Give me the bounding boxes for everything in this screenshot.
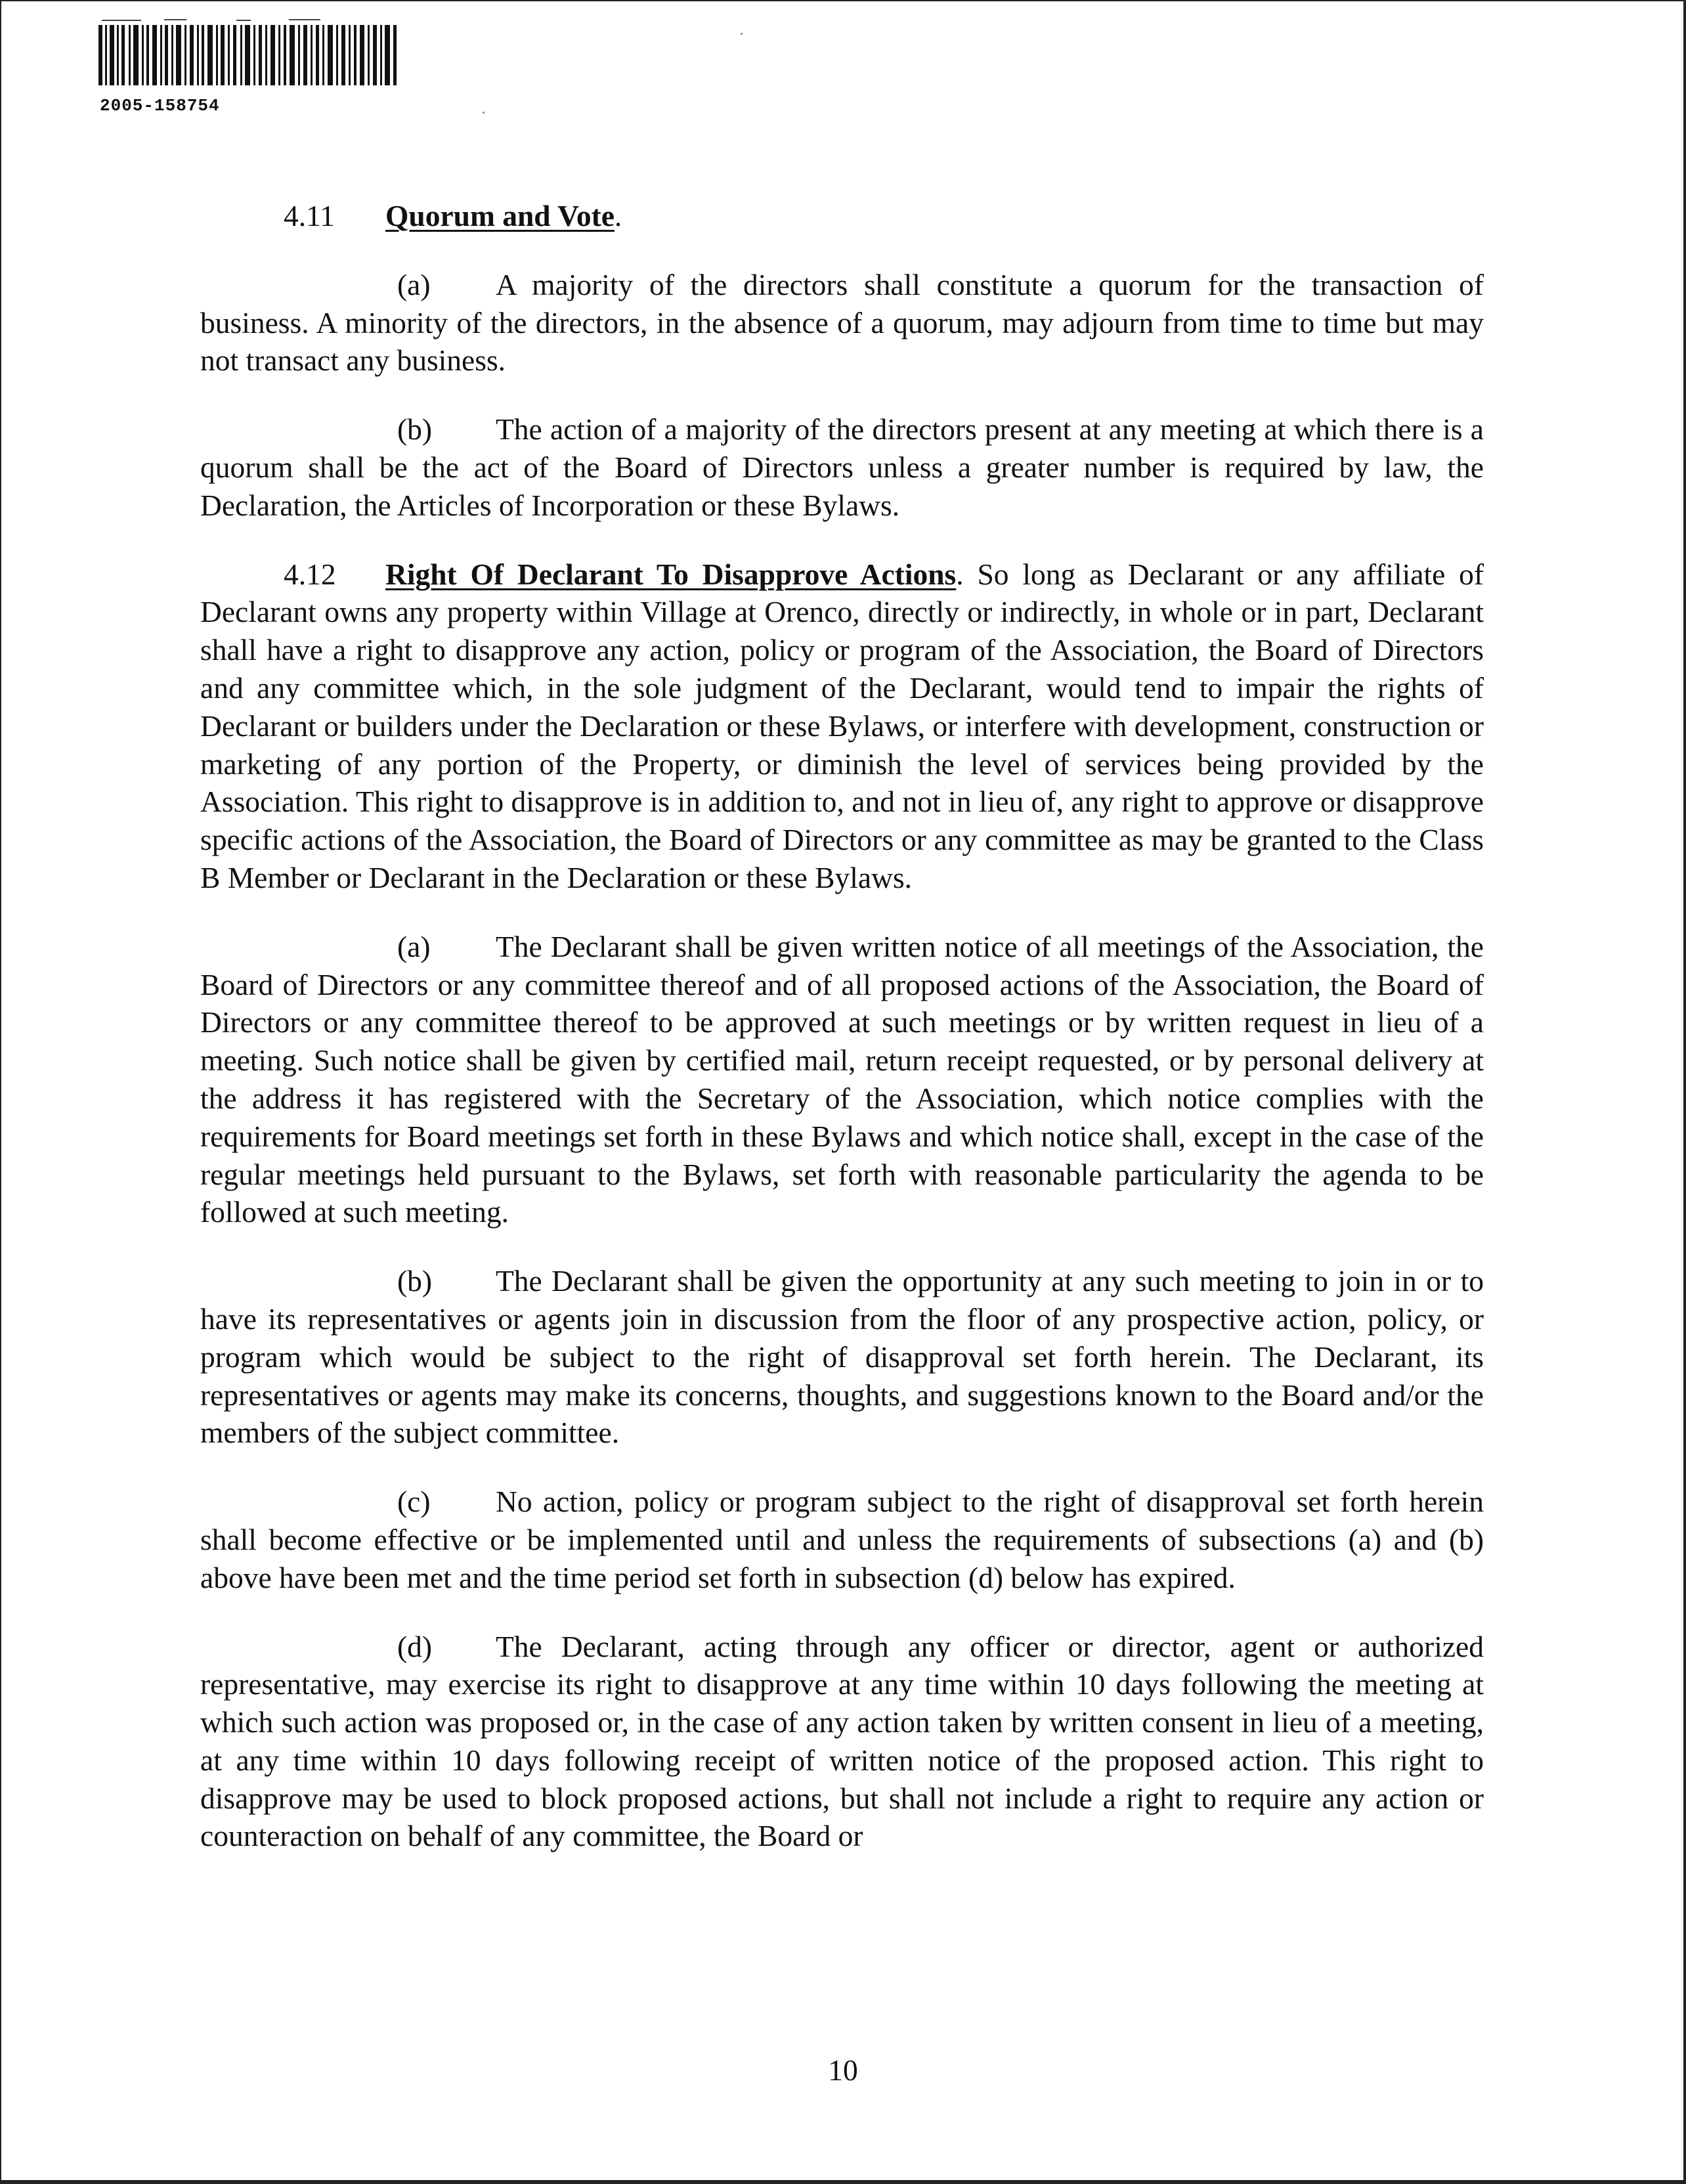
section-title: Right Of Declarant To Disapprove Actions: [385, 557, 957, 591]
subsection-text: The Declarant shall be given the opportunity at any such meeting to join in or to have its representatives or agents join in discussion from the floor of any prospective action, policy, or program which would be subject to the right of disapproval set forth herein. The Declarant, its representatives or agents may make its concerns, thoughts, and suggestions known to the Board and/or the members of the subject committee.: [200, 1264, 1484, 1450]
subsection-label: (c): [397, 1485, 431, 1519]
subsection-text: The Declarant, acting through any officer or director, agent or authorized representative, may exercise its right to disapprove at any time within 10 days following the meeting at which such action was proposed or, in the case of any action taken by written consent in lieu of a meeting, at any time within 10 days following receipt of written notice of the proposed action. This right to disapprove may be used to block proposed actions, but shall not include a right to require any action or counteraction on behalf of any committee, the Board or: [200, 1629, 1484, 1853]
document-number: 2005-158754: [100, 96, 220, 116]
scan-speck: [741, 33, 743, 35]
subsection-label: (a): [397, 267, 431, 301]
subsection-text: The action of a majority of the directors present at any meeting at which there is a quorum shall be the act of the Board of Directors unless a greater number is required by law, the Declaration, the Articles of Incorporation or these Bylaws.: [200, 412, 1484, 522]
subsection-paragraph: [200, 928, 1484, 1231]
subsection-label: (b): [397, 1264, 433, 1298]
subsection-paragraph: [200, 1483, 1484, 1596]
subsection-paragraph: [200, 1628, 1484, 1856]
scan-speck: [483, 112, 485, 114]
section-number: 4.11: [284, 199, 335, 232]
document-body: [200, 197, 1484, 1886]
subsection-paragraph: [200, 410, 1484, 524]
subsection-paragraph: [200, 1262, 1484, 1452]
section-title: Quorum and Vote: [385, 199, 615, 232]
section-heading: [200, 197, 1484, 235]
subsection-label: (d): [397, 1629, 433, 1663]
subsection-text: The Declarant shall be given written notice of all meetings of the Association, the Board of Directors or any committee thereof and of all proposed actions of the Association, the Board of Directors or any committee thereof to be approved at such meetings or by written request in lieu of a meeting. Such notice shall be given by certified mail, return receipt requested, or by personal delivery at the address it has registered with the Secretary of the Association, which notice complies with the requirements for Board meetings set forth in these Bylaws and which notice shall, except in the case of the regular meetings held pursuant to the Bylaws, set forth with reasonable particularity the agenda to be followed at such meeting.: [200, 929, 1484, 1229]
subsection-text: No action, policy or program subject to the right of disapproval set forth herein shall become effective or be implemented until and unless the requirements of subsections (a) and (b) above have been met and the time period set forth in subsection (d) below has expired.: [200, 1485, 1484, 1594]
page-number: 10: [828, 2053, 858, 2087]
subsection-label: (a): [397, 929, 431, 963]
section-body-text: So long as Declarant or any affiliate of Declarant owns any property within Village at Orenco, directly or indirectly, in whole or in part, Declarant shall have a right to disapprove any action, policy or program of the Association, the Board of Directors and any committee which, in the sole judgment of the Declarant, would tend to impair the rights of Declarant or builders under the Declaration or these Bylaws, or interfere with development, construction or marketing of any portion of the Property, or diminish the level of services being provided by the Association. This right to disapprove is in addition to, and not in lieu of, any right to approve or disapprove specific actions of the Association, the Board of Directors or any committee as may be granted to the Class B Member or Declarant in the Declaration or these Bylaws.: [200, 557, 1484, 894]
barcode-image: [98, 18, 400, 92]
section-number: 4.12: [284, 557, 336, 591]
section-title-punctuation: .: [956, 557, 964, 591]
section-paragraph: [200, 556, 1484, 897]
subsection-paragraph: [200, 266, 1484, 380]
subsection-label: (b): [397, 412, 433, 447]
subsection-text: A majority of the directors shall constitute a quorum for the transaction of business. A minority of the directors, in the absence of a quorum, may adjourn from time to time but may not transact any business.: [200, 267, 1484, 378]
section-title-punctuation: .: [614, 199, 622, 232]
